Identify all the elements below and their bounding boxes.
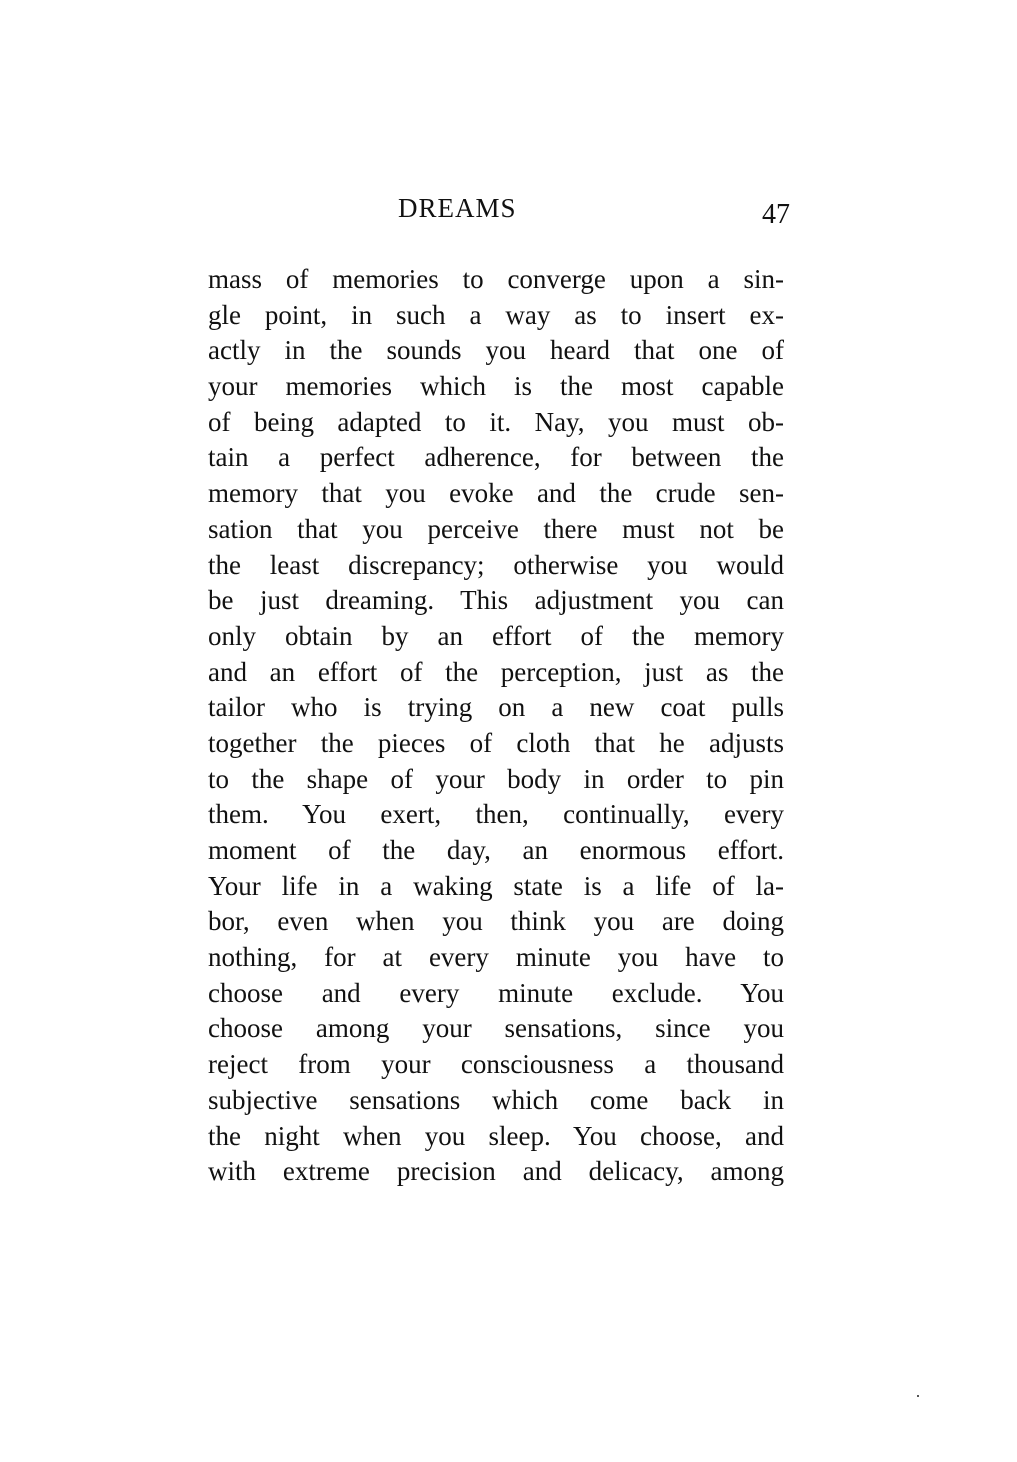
text-line: your memories which is the most capable bbox=[208, 371, 784, 402]
text-line: Your life in a waking state is a life of la- bbox=[208, 870, 784, 901]
page-header bbox=[208, 193, 798, 233]
text-line: choose among your sensations, since you bbox=[208, 1013, 784, 1044]
text-line: choose and every minute exclude. You bbox=[208, 977, 784, 1008]
scan-speck bbox=[917, 1395, 919, 1397]
text-line: to the shape of your body in order to pin bbox=[208, 763, 784, 794]
text-line: bor, even when you think you are doing bbox=[208, 906, 784, 937]
text-line: moment of the day, an enormous effort. bbox=[208, 835, 784, 865]
text-line: the least discrepancy; otherwise you would bbox=[208, 549, 784, 580]
text-line: with extreme precision and delicacy, among bbox=[208, 1156, 784, 1187]
text-line: gle point, in such a way as to insert ex- bbox=[208, 299, 784, 330]
text-line: sation that you perceive there must not be bbox=[208, 513, 784, 544]
text-line: them. You exert, then, continually, every bbox=[208, 799, 784, 830]
text-line: memory that you evoke and the crude sen- bbox=[208, 478, 784, 509]
text-line: subjective sensations which come back in bbox=[208, 1084, 784, 1115]
text-line: tain a perfect adherence, for between the bbox=[208, 442, 784, 473]
text-line: only obtain by an effort of the memory bbox=[208, 620, 784, 651]
text-line: be just dreaming. This adjustment you can bbox=[208, 585, 784, 616]
text-line: tailor who is trying on a new coat pulls bbox=[208, 692, 784, 723]
text-line: reject from your consciousness a thousand bbox=[208, 1049, 784, 1080]
text-line: the night when you sleep. You choose, and bbox=[208, 1120, 784, 1151]
page-number: 47 bbox=[762, 199, 790, 230]
text-line: together the pieces of cloth that he adjusts bbox=[208, 727, 784, 758]
text-line: and an effort of the perception, just as the bbox=[208, 656, 784, 687]
text-line: nothing, for at every minute you have to bbox=[208, 942, 784, 973]
running-head: DREAMS bbox=[398, 193, 517, 223]
text-line: actly in the sounds you heard that one of bbox=[208, 335, 784, 366]
body-text bbox=[208, 262, 784, 1190]
text-line: of being adapted to it. Nay, you must ob- bbox=[208, 406, 784, 437]
text-line: mass of memories to converge upon a sin- bbox=[208, 264, 784, 294]
